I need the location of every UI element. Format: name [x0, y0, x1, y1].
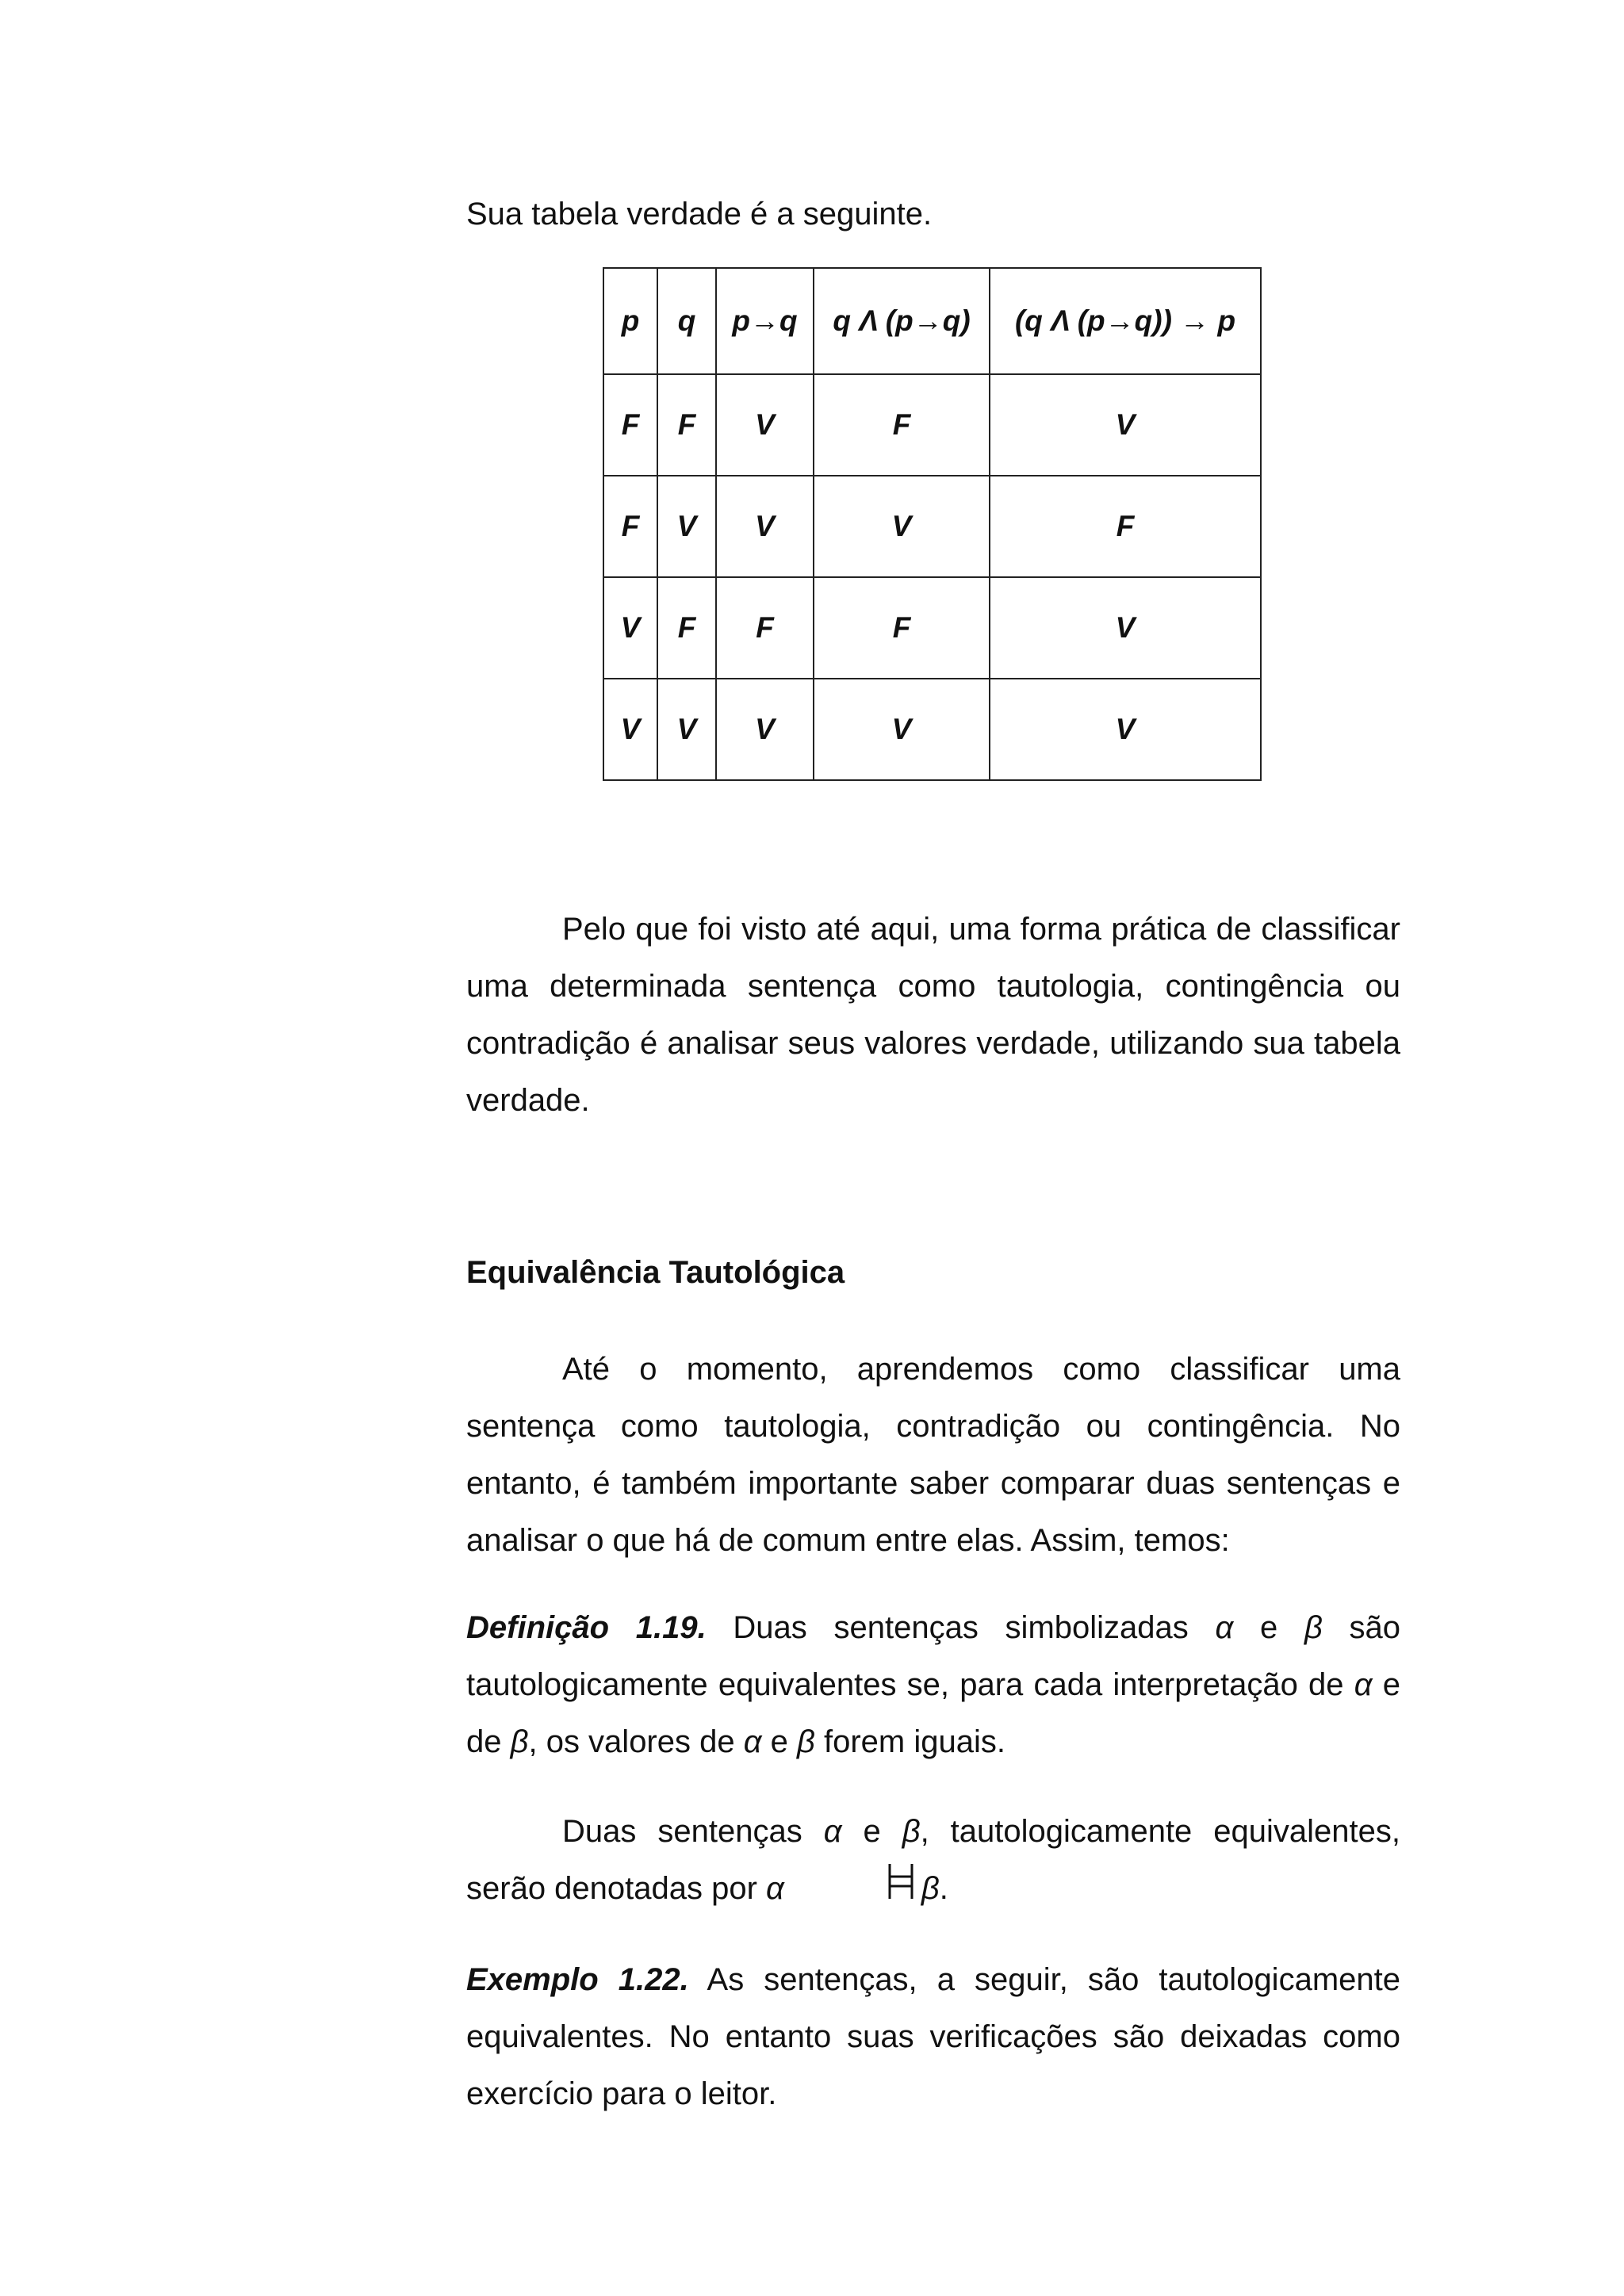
notation-text: .: [939, 1871, 948, 1906]
table-cell: V: [990, 679, 1261, 780]
definition-text: forem iguais.: [814, 1724, 1005, 1759]
notation-text: e: [841, 1814, 902, 1849]
alpha-symbol: α: [1354, 1667, 1373, 1702]
table-cell: F: [814, 577, 990, 679]
alpha-symbol: α: [1215, 1610, 1234, 1645]
definition-label: Definição 1.19.: [466, 1610, 707, 1645]
definition-text: e: [761, 1724, 798, 1759]
tautological-equivalence-icon: [791, 1861, 915, 1920]
table-cell: F: [603, 476, 657, 577]
header-cell: p: [603, 268, 657, 374]
intro-text: Sua tabela verdade é a seguinte.: [466, 197, 933, 232]
table-cell: V: [603, 577, 657, 679]
definition-text: e de: [466, 1667, 1401, 1759]
beta-symbol: β: [1304, 1610, 1323, 1645]
beta-symbol: β: [510, 1724, 529, 1759]
table-row: [603, 374, 1261, 476]
example-paragraph: [466, 1951, 1400, 2122]
section-heading: Equivalência Tautológica: [466, 1255, 845, 1290]
alpha-symbol: α: [743, 1724, 762, 1759]
table-header-row: [603, 268, 1261, 374]
table-cell: F: [716, 577, 814, 679]
table-cell: V: [990, 374, 1261, 476]
paragraph-intro-equivalence: Até o momento, aprendemos como classificar uma sentença como tautologia, contradição ou contingência. No entanto, é também importante saber comparar duas sentenças e analisar o que há de comum entre elas. Assim, temos:: [466, 1352, 1400, 1558]
table-cell: F: [603, 374, 657, 476]
table-cell: V: [657, 476, 716, 577]
example-label: Exemplo 1.22.: [466, 1962, 689, 1997]
beta-symbol: β: [921, 1871, 940, 1906]
table-cell: F: [657, 577, 716, 679]
table-row: [603, 679, 1261, 780]
header-cell: q: [657, 268, 716, 374]
notation-text: , tautologicamente equivalentes, serão denotadas por: [466, 1814, 1400, 1906]
table-cell: V: [814, 476, 990, 577]
definition-text: e: [1233, 1610, 1304, 1645]
table-cell: F: [814, 374, 990, 476]
table-row: [603, 476, 1261, 577]
table-cell: F: [657, 374, 716, 476]
table-cell: V: [716, 476, 814, 577]
table-cell: V: [814, 679, 990, 780]
table-cell: F: [990, 476, 1261, 577]
table-cell: V: [716, 679, 814, 780]
notation-text: Duas sentenças: [562, 1814, 824, 1849]
definition-text: , os valores de: [528, 1724, 744, 1759]
alpha-symbol: α: [823, 1814, 842, 1849]
header-cell: (q Λ (p→q)) → p: [990, 268, 1261, 374]
header-cell: p→q: [716, 268, 814, 374]
beta-symbol: β: [902, 1814, 921, 1849]
definition-text: são tautologicamente equivalentes se, para cada interpretação de: [466, 1610, 1400, 1702]
definition-text: Duas sentenças simbolizadas: [706, 1610, 1216, 1645]
notation-paragraph: [466, 1803, 1400, 1920]
table-cell: V: [990, 577, 1261, 679]
example-text: As sentenças, a seguir, são tautologicamente equivalentes. No entanto suas verificações são deixadas como exercício para o leitor.: [466, 1962, 1400, 2111]
beta-symbol: β: [797, 1724, 815, 1759]
paragraph-classification: Pelo que foi visto até aqui, uma forma prática de classificar uma determinada sentença como tautologia, contingência ou contradição é analisar seus valores verdade, utilizando sua tabela verdade.: [466, 912, 1400, 1118]
header-cell: q Λ (p→q): [814, 268, 990, 374]
table-row: [603, 577, 1261, 679]
alpha-symbol: α: [766, 1871, 784, 1906]
table-cell: V: [657, 679, 716, 780]
table-cell: V: [603, 679, 657, 780]
table-cell: V: [716, 374, 814, 476]
definition-paragraph: [466, 1599, 1400, 1770]
truth-table: [603, 267, 1262, 781]
